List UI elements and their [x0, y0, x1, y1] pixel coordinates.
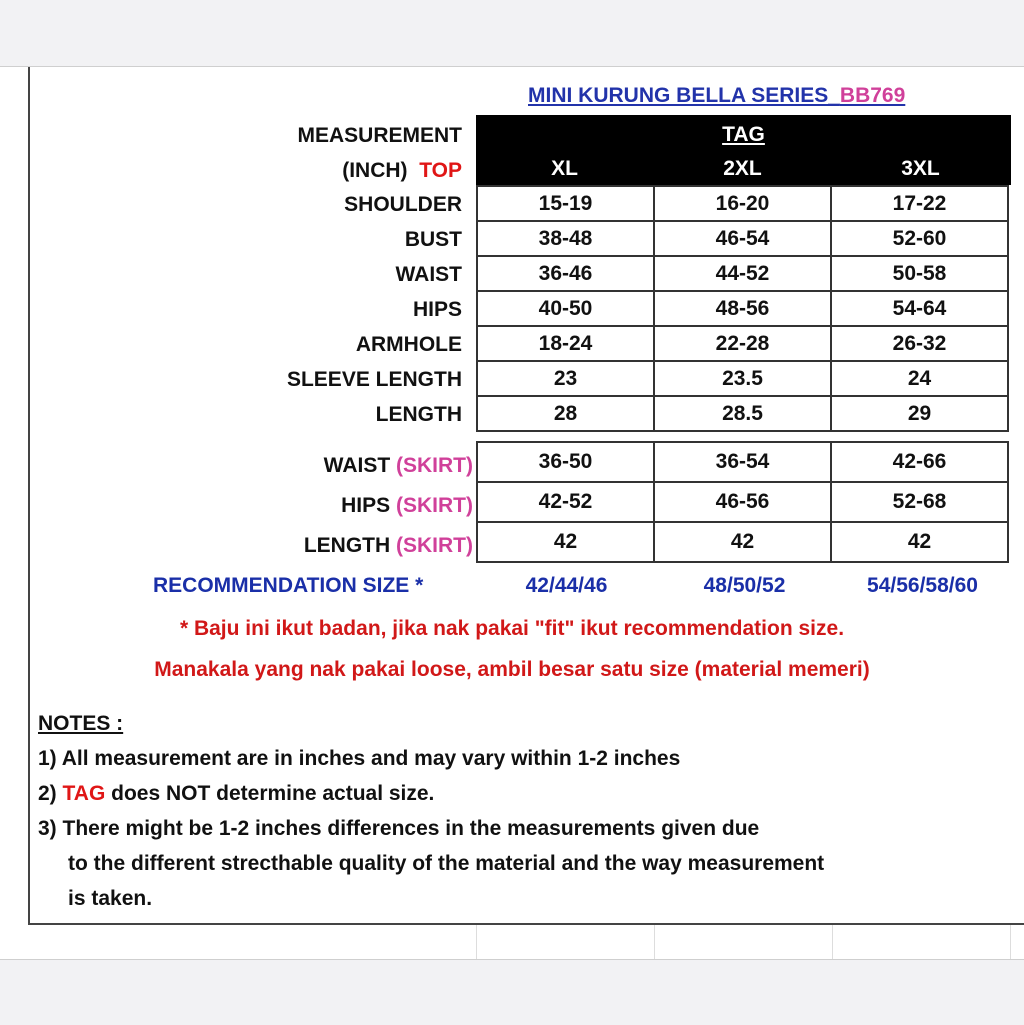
- table-cell: 22-28: [654, 326, 831, 361]
- table-cell: 42-52: [477, 482, 654, 522]
- table-cell: 36-54: [654, 442, 831, 482]
- row-label-text: LENGTH: [375, 403, 462, 426]
- table-cell: 44-52: [654, 256, 831, 291]
- footer-grid-line: [654, 925, 655, 959]
- table-cell: 18-24: [477, 326, 654, 361]
- skirt-tag: (SKIRT): [396, 494, 473, 517]
- row-label-text: HIPS: [341, 494, 391, 517]
- row-label: [405, 228, 462, 252]
- row-label: [376, 403, 462, 427]
- table-row: [477, 442, 1008, 482]
- table-cell: 17-22: [831, 186, 1008, 221]
- skirt-tag: (SKIRT): [396, 534, 473, 557]
- table-cell: 46-56: [654, 482, 831, 522]
- table-cell: 23.5: [654, 361, 831, 396]
- table-cell: 36-46: [477, 256, 654, 291]
- tag-label: TAG: [722, 123, 765, 146]
- table-cell: 42: [831, 522, 1008, 562]
- table-row: [477, 361, 1008, 396]
- table-cell: 40-50: [477, 291, 654, 326]
- table-row: [477, 522, 1008, 562]
- row-label-text: HIPS: [412, 298, 462, 321]
- frame-left-border: [28, 67, 30, 925]
- series-name: MINI KURUNG BELLA SERIES_: [528, 84, 840, 107]
- skirt-tag: (SKIRT): [396, 454, 473, 477]
- recommendation-3xl: 54/56/58/60: [867, 574, 978, 597]
- table-cell: 42: [477, 522, 654, 562]
- row-label: [413, 298, 462, 322]
- table-cell: 29: [831, 396, 1008, 431]
- row-label: [356, 333, 462, 357]
- chart-title: [528, 84, 905, 108]
- recommendation-2xl: 48/50/52: [703, 574, 786, 597]
- row-label: [344, 193, 462, 217]
- size-header: [476, 115, 1011, 185]
- row-label-text: ARMHOLE: [355, 333, 462, 356]
- measurement-label: MEASUREMENT: [297, 124, 462, 147]
- table-cell: 28: [477, 396, 654, 431]
- table-row: [477, 291, 1008, 326]
- table-row: [477, 256, 1008, 291]
- size-xl: XL: [551, 157, 578, 180]
- note-2: [38, 782, 434, 806]
- table-cell: 42-66: [831, 442, 1008, 482]
- row-label-text: SLEEVE LENGTH: [286, 368, 462, 391]
- inch-label: (INCH): [342, 159, 408, 182]
- note-3-line-1: 3) There might be 1-2 inches differences in the measurements given due: [38, 817, 760, 840]
- fit-remark: * Baju ini ikut badan, jika nak pakai "fit" ikut recommendation size.: [179, 617, 845, 640]
- frame-bottom-border: [28, 923, 1024, 925]
- notes-heading: NOTES :: [38, 712, 124, 735]
- recommendation-label: RECOMMENDATION SIZE *: [153, 574, 424, 597]
- table-cell: 38-48: [477, 221, 654, 256]
- row-label-text: LENGTH: [303, 534, 391, 557]
- recommendation-xl: 42/44/46: [525, 574, 608, 597]
- table-row: [477, 186, 1008, 221]
- size-2xl: 2XL: [723, 157, 762, 180]
- table-cell: 23: [477, 361, 654, 396]
- note-3-line-3: is taken.: [68, 887, 153, 910]
- row-label: [324, 454, 473, 478]
- size-3xl: 3XL: [901, 157, 940, 180]
- table-row: [477, 326, 1008, 361]
- top-measurement-table: [476, 185, 1009, 432]
- table-cell: 52-68: [831, 482, 1008, 522]
- row-label-text: BUST: [404, 228, 462, 251]
- table-cell: 48-56: [654, 291, 831, 326]
- table-cell: 42: [654, 522, 831, 562]
- note-2-prefix: 2): [38, 782, 63, 805]
- skirt-measurement-table: [476, 441, 1009, 563]
- note-2-rest: does NOT determine actual size.: [105, 782, 435, 805]
- table-cell: 54-64: [831, 291, 1008, 326]
- footer-grid-line: [476, 925, 477, 959]
- row-label: [287, 368, 462, 392]
- table-cell: 50-58: [831, 256, 1008, 291]
- table-cell: 46-54: [654, 221, 831, 256]
- note-1: 1) All measurement are in inches and may vary within 1-2 inches: [38, 747, 681, 770]
- table-cell: 24: [831, 361, 1008, 396]
- row-label-text: SHOULDER: [344, 193, 462, 216]
- table-row: [477, 221, 1008, 256]
- table-row: [477, 482, 1008, 522]
- table-cell: 36-50: [477, 442, 654, 482]
- row-label-text: WAIST: [323, 454, 391, 477]
- row-label-text: WAIST: [395, 263, 462, 286]
- footer-grid-line: [1010, 925, 1011, 959]
- series-code: BB769: [839, 84, 906, 107]
- table-row: [477, 396, 1008, 431]
- loose-remark: Manakala yang nak pakai loose, ambil besar satu size (material memeri): [154, 658, 870, 681]
- table-cell: 52-60: [831, 221, 1008, 256]
- unit-label: [342, 159, 462, 183]
- note-3-line-2: to the different strecthable quality of the material and the way measurement: [68, 852, 825, 875]
- table-cell: 16-20: [654, 186, 831, 221]
- table-cell: 28.5: [654, 396, 831, 431]
- note-2-tag: TAG: [62, 782, 106, 805]
- row-label: [341, 494, 473, 518]
- top-label: TOP: [419, 159, 462, 182]
- footer-grid-line: [832, 925, 833, 959]
- row-label: [396, 263, 463, 287]
- row-label: [304, 534, 473, 558]
- table-cell: 15-19: [477, 186, 654, 221]
- table-cell: 26-32: [831, 326, 1008, 361]
